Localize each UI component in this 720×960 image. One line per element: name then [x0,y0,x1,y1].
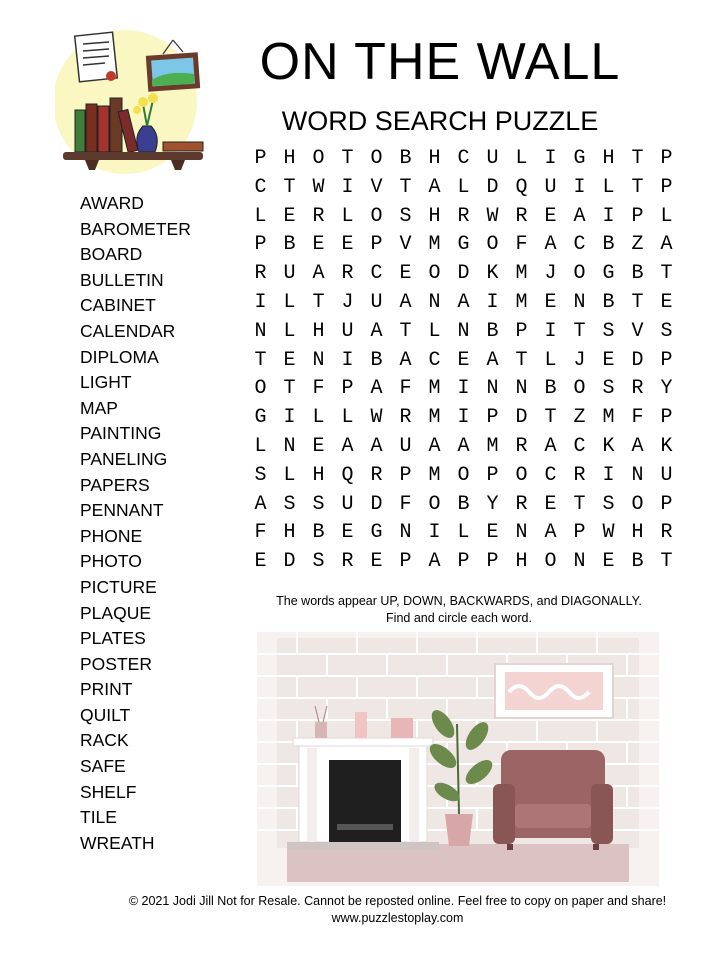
fireplace-icon [287,738,439,850]
grid-letter[interactable]: Q [341,463,354,487]
grid-letter[interactable]: S [312,492,325,516]
instructions-line-1: The words appear UP, DOWN, BACKWARDS, and DIAGONALLY. [276,594,642,608]
grid-letter[interactable]: I [341,348,354,372]
grid-letter[interactable]: Z [631,233,644,257]
grid-letter[interactable]: L [283,290,296,314]
grid-letter[interactable]: L [660,204,673,228]
grid-letter[interactable]: J [573,348,586,372]
grid-letter[interactable]: S [602,319,615,343]
grid-letter[interactable]: M [486,434,499,458]
grid-letter[interactable]: R [254,262,267,286]
copyright-notice: © 2021 Jodi Jill Not for Resale. Cannot be reposted online. Feel free to copy on paper and share! [128,894,667,908]
grid-letter[interactable]: S [602,377,615,401]
grid-letter[interactable]: E [544,204,557,228]
grid-letter[interactable]: H [283,147,296,170]
grid-letter[interactable]: L [341,204,354,228]
grid-letter[interactable]: O [631,492,644,516]
word-list-item: POSTER [80,653,152,674]
grid-letter[interactable]: N [312,348,325,372]
grid-letter[interactable]: P [573,521,586,545]
word-list-item: SAFE [80,756,126,777]
grid-letter[interactable]: B [602,233,615,257]
grid-letter[interactable]: E [370,550,383,574]
grid-letter[interactable]: L [515,147,528,170]
grid-letter[interactable]: R [312,204,325,228]
grid-letter[interactable]: A [370,434,383,458]
grid-letter[interactable]: E [254,550,267,574]
grid-letter[interactable]: U [544,175,557,199]
grid-letter[interactable]: M [428,406,441,430]
grid-letter[interactable]: I [573,175,586,199]
footer [20,893,720,927]
grid-letter[interactable]: L [254,434,267,458]
grid-letter[interactable]: M [428,233,441,257]
grid-letter[interactable]: D [457,262,470,286]
grid-letter[interactable]: B [283,233,296,257]
grid-letter[interactable]: L [283,463,296,487]
grid-letter[interactable]: A [399,348,412,372]
grid-letter[interactable]: R [515,492,528,516]
grid-letter[interactable]: T [399,175,412,199]
word-list-item: PHOTO [80,551,142,572]
grid-letter[interactable]: E [312,434,325,458]
bookshelf-illustration [55,30,215,180]
page-subtitle: WORD SEARCH PUZZLE [281,106,599,136]
grid-letter[interactable]: N [457,319,470,343]
grid-letter[interactable]: A [428,550,441,574]
grid-letter[interactable]: C [428,348,441,372]
grid-letter[interactable]: P [254,147,267,170]
grid-letter[interactable]: Q [515,175,528,199]
word-list-item: QUILT [80,704,131,725]
grid-letter[interactable]: L [544,348,557,372]
grid-letter[interactable]: P [660,175,673,199]
grid-letter[interactable]: R [370,463,383,487]
grid-letter[interactable]: N [283,434,296,458]
lying-book-icon [163,142,203,151]
grid-letter[interactable]: W [370,406,383,430]
grid-letter[interactable]: P [457,550,470,574]
grid-letter[interactable]: P [660,492,673,516]
grid-letter[interactable]: N [254,319,267,343]
grid-letter[interactable]: E [544,492,557,516]
grid-letter[interactable]: C [254,175,267,199]
wall-art-icon [495,664,613,718]
grid-letter[interactable]: B [370,348,383,372]
armchair-icon [493,750,613,850]
word-list-item: PICTURE [80,576,157,597]
grid-letter[interactable]: C [370,262,383,286]
grid-letter[interactable]: O [370,204,383,228]
grid-letter[interactable]: N [573,550,586,574]
grid-letter[interactable]: U [399,434,412,458]
grid-letter[interactable]: D [631,348,644,372]
grid-letter[interactable]: P [660,406,673,430]
grid-letter[interactable]: V [631,319,644,343]
grid-letter[interactable]: H [602,147,615,170]
grid-letter[interactable]: L [341,406,354,430]
grid-letter[interactable]: M [515,290,528,314]
grid-letter[interactable]: T [399,319,412,343]
grid-letter[interactable]: T [515,348,528,372]
word-list-item: BOARD [80,244,143,265]
grid-letter[interactable]: A [660,233,673,257]
grid-letter[interactable]: E [312,233,325,257]
grid-letter[interactable]: L [254,204,267,228]
grid-letter[interactable]: F [631,406,644,430]
grid-letter[interactable]: E [399,262,412,286]
grid-letter[interactable]: L [428,319,441,343]
grid-letter[interactable]: S [660,319,673,343]
grid-letter[interactable]: R [660,521,673,545]
grid-letter[interactable]: I [341,175,354,199]
grid-letter[interactable]: R [515,434,528,458]
grid-letter[interactable]: F [254,521,267,545]
grid-letter[interactable]: T [544,406,557,430]
grid-letter[interactable]: O [573,377,586,401]
grid-letter[interactable]: A [486,348,499,372]
word-list-item: RACK [80,730,129,751]
instructions [246,593,672,627]
grid-letter[interactable]: O [428,492,441,516]
grid-letter[interactable]: S [254,463,267,487]
grid-letter[interactable]: A [457,434,470,458]
word-list-item: CALENDAR [80,320,176,341]
grid-letter[interactable]: S [312,550,325,574]
grid-letter[interactable]: E [602,550,615,574]
grid-letter[interactable]: E [602,348,615,372]
grid-letter[interactable]: C [573,434,586,458]
grid-letter[interactable]: G [602,262,615,286]
fireplace-room-illustration [257,632,659,886]
grid-letter[interactable]: I [283,406,296,430]
grid-letter[interactable]: Y [660,377,673,401]
grid-letter[interactable]: A [544,434,557,458]
grid-letter[interactable]: W [312,175,325,199]
grid-letter[interactable]: A [370,319,383,343]
word-list-item: SHELF [80,781,137,802]
grid-letter[interactable]: U [660,463,673,487]
grid-letter[interactable]: N [573,290,586,314]
grid-letter[interactable]: L [602,175,615,199]
grid-letter[interactable]: H [428,147,441,170]
grid-letter[interactable]: T [283,377,296,401]
grid-letter[interactable]: A [457,290,470,314]
word-list-item: PLAQUE [80,602,151,623]
grid-letter[interactable]: G [370,521,383,545]
grid-letter[interactable]: N [486,377,499,401]
grid-letter[interactable]: U [283,262,296,286]
word-list-item: LIGHT [80,372,132,393]
grid-letter[interactable]: T [573,492,586,516]
word-list [80,191,191,856]
page-title: ON THE WALL [259,33,621,91]
grid-letter[interactable]: E [341,233,354,257]
word-list-item: PHONE [80,525,143,546]
grid-letter[interactable]: E [457,348,470,372]
grid-letter[interactable]: E [341,521,354,545]
grid-letter[interactable]: R [515,204,528,228]
grid-letter[interactable]: E [283,348,296,372]
grid-letter[interactable]: P [631,204,644,228]
grid-letter[interactable]: M [428,377,441,401]
grid-letter[interactable]: G [457,233,470,257]
grid-letter[interactable]: J [341,290,354,314]
grid-letter[interactable]: V [370,175,383,199]
grid-letter[interactable]: R [341,550,354,574]
grid-letter[interactable]: U [341,319,354,343]
grid-letter[interactable]: P [486,463,499,487]
grid-letter[interactable]: A [428,434,441,458]
grid-letter[interactable]: K [660,434,673,458]
word-list-item: WREATH [80,832,155,853]
grid-letter[interactable]: O [370,147,383,170]
grid-letter[interactable]: B [457,492,470,516]
grid-letter[interactable]: R [341,262,354,286]
grid-letter[interactable]: R [631,377,644,401]
grid-letter[interactable]: B [312,521,325,545]
grid-letter[interactable]: D [515,406,528,430]
grid-letter[interactable]: M [602,406,615,430]
grid-letter[interactable]: I [544,319,557,343]
grid-letter[interactable]: P [254,233,267,257]
grid-letter[interactable]: P [660,348,673,372]
grid-letter[interactable]: H [631,521,644,545]
grid-letter[interactable]: B [631,262,644,286]
grid-letter[interactable]: V [399,233,412,257]
grid-letter[interactable]: M [428,463,441,487]
grid-letter[interactable]: W [486,204,499,228]
grid-letter[interactable]: G [254,406,267,430]
grid-letter[interactable]: I [428,521,441,545]
grid-letter[interactable]: T [573,319,586,343]
grid-letter[interactable]: T [341,147,354,170]
grid-letter[interactable]: I [544,147,557,170]
grid-letter[interactable]: D [283,550,296,574]
grid-letter[interactable]: P [399,463,412,487]
grid-letter[interactable]: F [312,377,325,401]
grid-letter[interactable]: P [660,147,673,170]
word-list-item: PAINTING [80,423,162,444]
word-list-item: CABINET [80,295,156,316]
grid-letter[interactable]: P [486,406,499,430]
grid-letter[interactable]: K [602,434,615,458]
word-list-item: PAPERS [80,474,150,495]
grid-letter[interactable]: O [573,262,586,286]
word-list-item: PENNANT [80,500,164,521]
grid-letter[interactable]: H [312,319,325,343]
grid-letter[interactable]: A [631,434,644,458]
grid-letter[interactable]: L [457,521,470,545]
grid-letter[interactable]: T [254,348,267,372]
grid-letter[interactable]: A [370,377,383,401]
grid-letter[interactable]: N [399,521,412,545]
grid-letter[interactable]: I [254,290,267,314]
grid-letter[interactable]: G [573,147,586,170]
word-list-item: BAROMETER [80,218,191,239]
grid-letter[interactable]: L [283,319,296,343]
grid-letter[interactable]: B [486,319,499,343]
grid-letter[interactable]: N [428,290,441,314]
diploma-icon [75,32,118,82]
grid-letter[interactable]: A [399,290,412,314]
grid-letter[interactable]: C [544,463,557,487]
word-list-item: TILE [80,807,117,828]
grid-letter[interactable]: A [428,175,441,199]
website-link[interactable]: www.puzzlestoplay.com [331,911,464,925]
grid-letter[interactable]: P [399,550,412,574]
grid-letter[interactable]: R [399,406,412,430]
grid-letter[interactable]: W [602,521,615,545]
grid-letter[interactable]: O [312,147,325,170]
word-list-item: DIPLOMA [80,346,159,367]
word-list-item: PLATES [80,628,146,649]
grid-letter[interactable]: O [515,463,528,487]
grid-letter[interactable]: E [486,521,499,545]
grid-letter[interactable]: O [486,233,499,257]
grid-letter[interactable]: I [602,204,615,228]
grid-letter[interactable]: I [486,290,499,314]
grid-letter[interactable]: I [457,377,470,401]
grid-letter[interactable]: T [631,290,644,314]
grid-letter[interactable]: N [515,521,528,545]
grid-letter[interactable]: B [399,147,412,170]
grid-letter[interactable]: B [602,290,615,314]
grid-letter[interactable]: D [486,175,499,199]
grid-letter[interactable]: L [312,406,325,430]
grid-letter[interactable]: S [399,204,412,228]
grid-letter[interactable]: C [573,233,586,257]
grid-letter[interactable]: T [660,262,673,286]
grid-letter[interactable]: T [312,290,325,314]
grid-letter[interactable]: F [515,233,528,257]
grid-letter[interactable]: Y [486,492,499,516]
grid-letter[interactable]: D [370,492,383,516]
grid-letter[interactable]: C [457,147,470,170]
word-list-item: PRINT [80,679,133,700]
grid-letter[interactable]: H [283,521,296,545]
grid-letter[interactable]: T [631,147,644,170]
grid-letter[interactable]: J [544,262,557,286]
grid-letter[interactable]: O [254,377,267,401]
grid-letter[interactable]: E [660,290,673,314]
grid-letter[interactable]: B [544,377,557,401]
grid-letter[interactable]: P [341,377,354,401]
grid-letter[interactable]: F [399,377,412,401]
grid-letter[interactable]: H [515,550,528,574]
grid-letter[interactable]: R [457,204,470,228]
word-list-item: BULLETIN [80,269,164,290]
grid-letter[interactable]: T [660,550,673,574]
grid-letter[interactable]: M [515,262,528,286]
grid-letter[interactable]: S [283,492,296,516]
grid-letter[interactable]: O [544,550,557,574]
grid-letter[interactable]: S [602,492,615,516]
grid-letter[interactable]: E [544,290,557,314]
grid-letter[interactable]: P [515,319,528,343]
grid-letter[interactable]: N [515,377,528,401]
grid-letter[interactable]: A [254,492,267,516]
grid-letter[interactable]: P [370,233,383,257]
grid-letter[interactable]: A [573,204,586,228]
grid-letter[interactable]: T [631,175,644,199]
grid-letter[interactable]: A [544,521,557,545]
grid-letter[interactable]: U [341,492,354,516]
grid-letter[interactable]: H [428,204,441,228]
word-list-item: AWARD [80,193,144,213]
grid-letter[interactable]: E [283,204,296,228]
letter-grid [246,145,681,577]
grid-letter[interactable]: L [457,175,470,199]
word-list-item: PANELING [80,448,168,469]
instructions-line-2: Find and circle each word. [386,611,532,625]
grid-letter[interactable]: Z [573,406,586,430]
grid-letter[interactable]: I [457,406,470,430]
grid-letter[interactable]: I [602,463,615,487]
grid-letter[interactable]: K [486,262,499,286]
grid-letter[interactable]: O [428,262,441,286]
grid-letter[interactable]: H [312,463,325,487]
grid-letter[interactable]: R [573,463,586,487]
grid-letter[interactable]: P [486,550,499,574]
grid-letter[interactable]: U [370,290,383,314]
grid-letter[interactable]: A [544,233,557,257]
grid-letter[interactable]: A [341,434,354,458]
grid-letter[interactable]: B [631,550,644,574]
grid-letter[interactable]: T [283,175,296,199]
grid-letter[interactable]: O [457,463,470,487]
grid-letter[interactable]: A [312,262,325,286]
grid-letter[interactable]: U [486,147,499,170]
grid-letter[interactable]: N [631,463,644,487]
grid-letter[interactable]: F [399,492,412,516]
word-list-item: MAP [80,397,118,418]
